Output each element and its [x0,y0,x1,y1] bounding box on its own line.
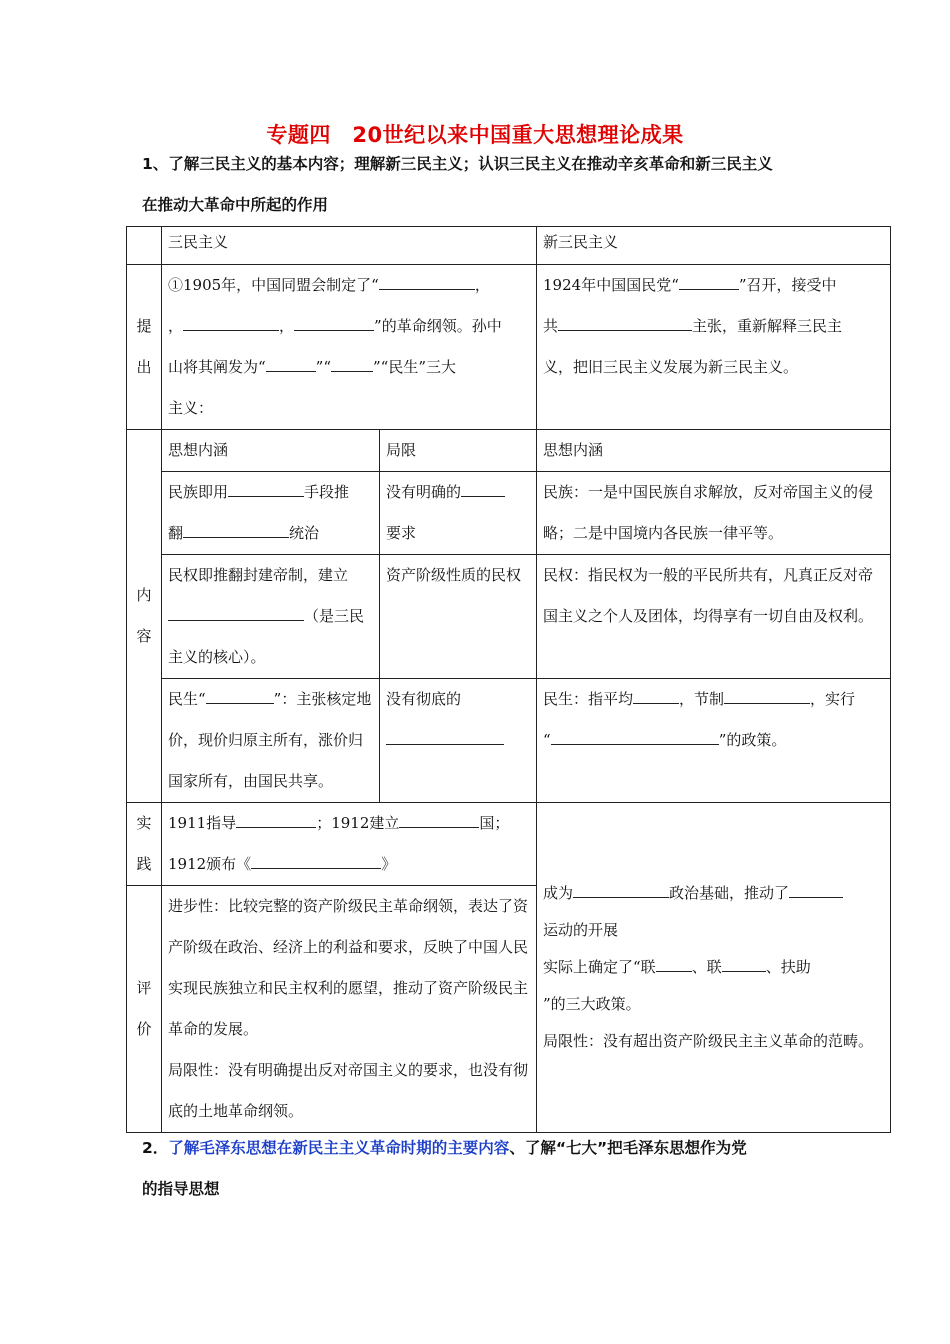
row-minsheng [127,679,891,803]
row-shijian [127,803,891,886]
tichu-xinsanmin-cell: 1924年中国国民党“ ”召开，接受中 共 主张，重新解释三民主 义，把旧三民主义发展为新三民主义。 [537,265,891,430]
header-sanmin: 三民主义 [162,227,537,265]
minsheng-mid-cell: 没有彻底的 [380,679,537,803]
row-tichu [127,265,891,430]
pingjia-limitation-text: 局限性：没有明确提出反对帝国主义的要求，也没有彻底的土地革命纲领。 [168,1061,529,1120]
table-header-row [127,227,891,265]
pingjia-left-cell [162,886,537,1133]
shijian-left-cell: 1911指导 ；1912建立 国； 1912颁布《 》 [162,803,537,886]
side-label-neirong: 内 容 [127,430,162,803]
side-label-pingjia: 评 价 [127,886,162,1133]
header-xinsanmin: 新三民主义 [537,227,891,265]
minzu-right-cell: 民族：一是中国民族自求解放，反对帝国主义的侵略；二是中国境内各民族一律平等。 [537,472,891,555]
question-1-line-1: 1、了解三民主义的基本内容；理解新三民主义；认识三民主义在推动辛亥革命和新三民主义 [142,155,773,173]
header-sixiang-right: 思想内涵 [537,430,891,472]
pingjia-progress-text: 进步性：比较完整的资产阶级民主革命纲领，表达了资产阶级在政治、经济上的利益和要求，反映了中国人民实现民族独立和民主权利的愿望，推动了资产阶级民主革命的发展。 [168,897,529,1038]
minquan-mid-cell: 资产阶级性质的民权 [380,555,537,679]
tichu-sanmin-cell: ①1905年，中国同盟会制定了“ ， ， ， ”的革命纲领。孙中 山将其阐发为“ ”“ ”“民生”三大 主义： [162,265,537,430]
question-2-highlight: 了解毛泽东思想在新民主主义革命时期的主要内容 [168,1139,510,1157]
side-label-shijian: 实 践 [127,803,162,886]
shijian-pingjia-right-cell: 成为 政治基础，推动了 运动的开展 实际上确定了“联 、联 、扶助 ”的三大政策。 局限性：没有超出资产阶级民主主义革命的范畴。 [537,803,891,1133]
header-sixiang-left: 思想内涵 [162,430,380,472]
corner-cell [127,227,162,265]
minquan-right-cell: 民权：指民权为一般的平民所共有，凡真正反对帝国主义之个人及团体，均得享有一切自由及权利。 [537,555,891,679]
side-label-tichu: 提 出 [127,265,162,430]
minsheng-left-cell: 民生“ ”：主张核定地价，现价归原主所有，涨价归国家所有，由国民共享。 [162,679,380,803]
row-minzu [127,472,891,555]
minzu-mid-cell: 没有明确的 要求 [380,472,537,555]
header-juxian: 局限 [380,430,537,472]
question-2-line-1: 2．了解毛泽东思想在新民主主义革命时期的主要内容、了解“七大”把毛泽东思想作为党 [142,1139,747,1157]
minquan-left-cell: 民权即推翻封建帝制，建立 （是三民 主义的核心）。 [162,555,380,679]
minsheng-right-cell: 民生：指平均 ，节制 ，实行 “ ”的政策。 [537,679,891,803]
question-1-line-2: 在推动大革命中所起的作用 [142,196,329,214]
comparison-table [126,226,891,1133]
minzu-left-cell: 民族即用 手段推 翻 统治 [162,472,380,555]
row-minquan [127,555,891,679]
row-neirong-header [127,430,891,472]
question-2-line-2: 的指导思想 [142,1180,220,1198]
page-title: 专题四 20世纪以来中国重大思想理论成果 [266,123,684,147]
